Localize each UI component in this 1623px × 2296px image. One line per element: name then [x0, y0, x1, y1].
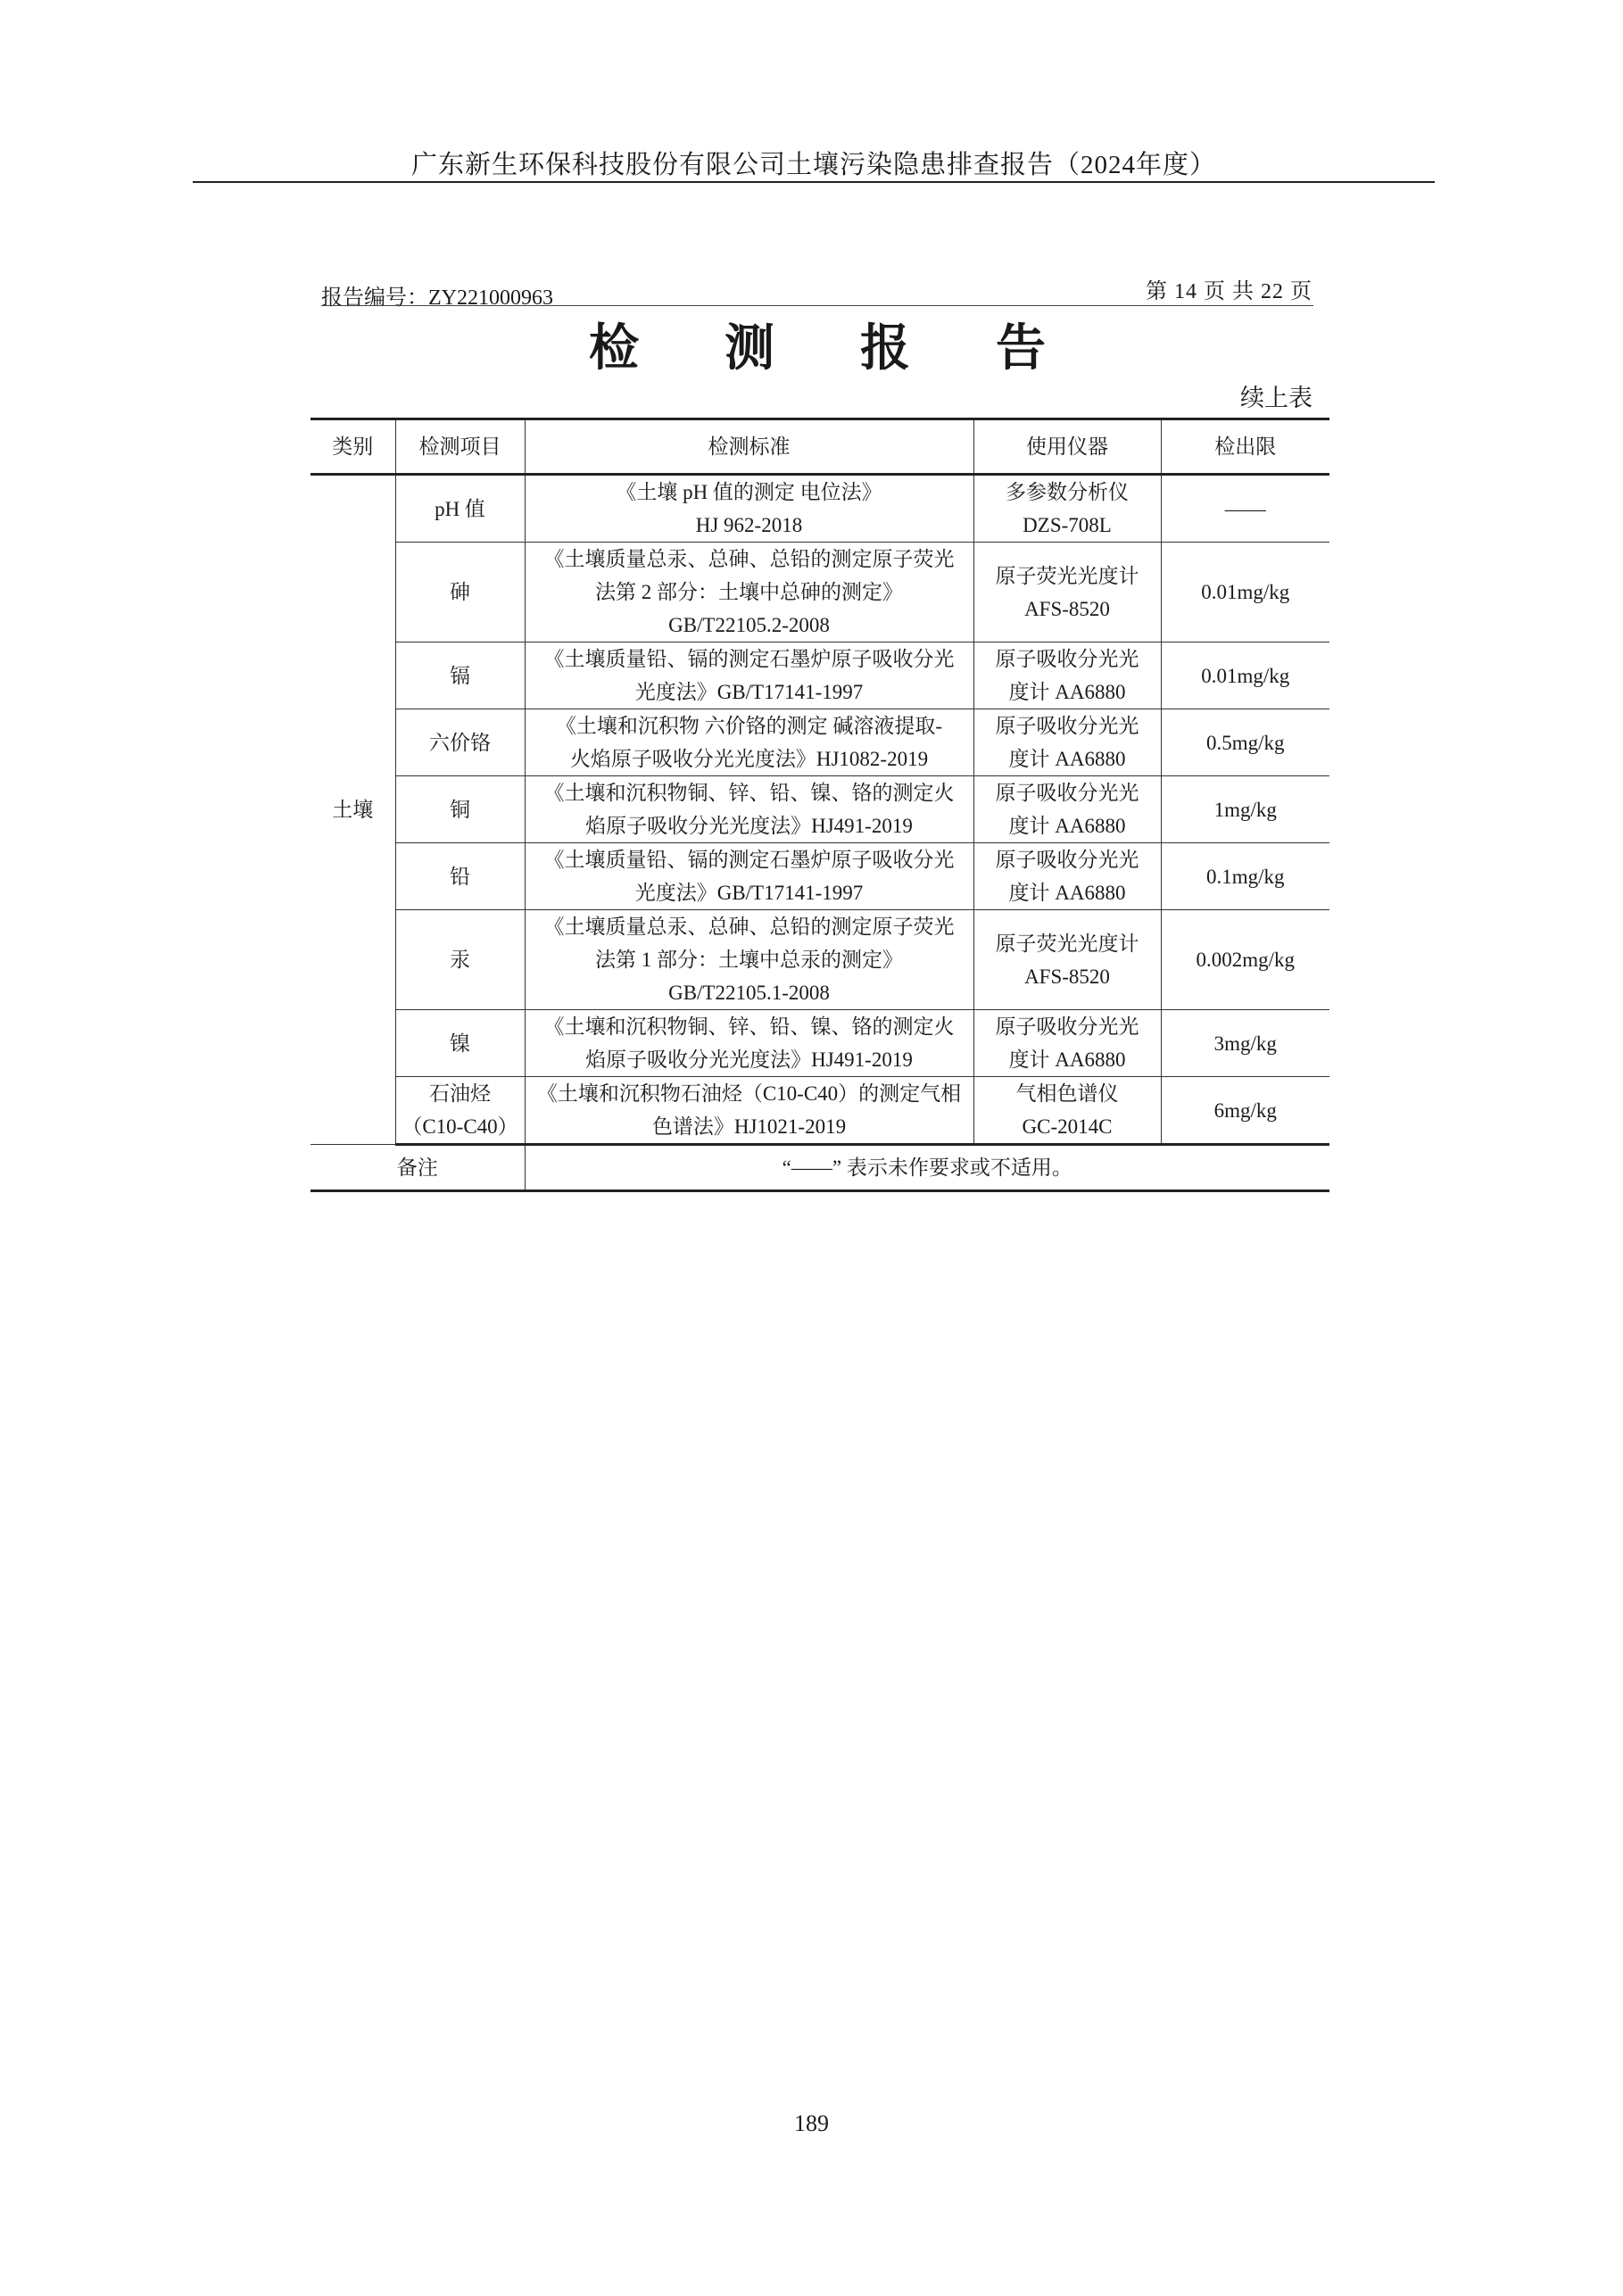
instrument-cell — [973, 1010, 1161, 1077]
instrument-cell — [973, 709, 1161, 776]
instrument-cell — [973, 843, 1161, 910]
header-instrument: 使用仪器 — [973, 419, 1161, 475]
continued-label: 续上表 — [1240, 385, 1312, 411]
item-cell — [395, 1010, 525, 1077]
standard-cell — [525, 1077, 973, 1145]
header-rule — [193, 181, 1435, 183]
limit-cell: 0.002mg/kg — [1161, 910, 1329, 1010]
standard-cell-line: HJ 962-2018 — [695, 514, 803, 536]
table-row — [311, 709, 1329, 776]
table-row — [311, 475, 1329, 543]
item-cell — [395, 642, 525, 709]
report-header-rule — [321, 305, 1313, 306]
report-title: 检测报告 — [589, 321, 1131, 377]
item-cell-line: （C10-C40） — [402, 1115, 518, 1138]
instrument-cell-line: 原子吸收分光光 — [995, 648, 1139, 670]
table-row — [311, 910, 1329, 1010]
standard-cell-line: 《土壤和沉积物 六价铬的测定 碱溶液提取- — [555, 715, 943, 737]
item-cell — [395, 709, 525, 776]
standard-cell-line: 色谱法》HJ1021-2019 — [651, 1115, 847, 1138]
instrument-cell-line: AFS-8520 — [1024, 597, 1110, 620]
table-row — [311, 1010, 1329, 1077]
limit-cell: 6mg/kg — [1161, 1077, 1329, 1145]
instrument-cell-line: 原子吸收分光光 — [995, 782, 1139, 804]
standard-cell — [525, 642, 973, 709]
item-cell — [395, 910, 525, 1010]
instrument-cell-line: 度计 AA6880 — [1008, 1049, 1126, 1071]
standard-cell-line: 光度法》GB/T17141-1997 — [634, 681, 864, 703]
table-row — [311, 1077, 1329, 1145]
item-cell — [395, 475, 525, 543]
instrument-cell — [973, 910, 1161, 1010]
standard-cell-line: GB/T22105.1-2008 — [668, 982, 830, 1004]
item-cell — [395, 543, 525, 642]
table-row — [311, 843, 1329, 910]
standard-cell-line: 光度法》GB/T17141-1997 — [634, 882, 864, 904]
item-cell-line: 镍 — [450, 1032, 470, 1055]
header-limit: 检出限 — [1161, 419, 1329, 475]
instrument-cell-line: 多参数分析仪 — [1006, 481, 1129, 503]
limit-cell: —— — [1161, 475, 1329, 543]
standard-cell-line: 《土壤和沉积物铜、锌、铅、镍、铬的测定火 — [543, 1015, 955, 1038]
standard-cell-line: 《土壤质量总汞、总砷、总铅的测定原子荧光 — [543, 916, 955, 938]
header-standard: 检测标准 — [525, 419, 973, 475]
page-info: 第 14 页 共 22 页 — [1146, 280, 1312, 303]
standard-cell — [525, 776, 973, 843]
standard-cell-line: 《土壤和沉积物铜、锌、铅、镍、铬的测定火 — [543, 782, 955, 804]
standard-cell — [525, 910, 973, 1010]
standard-cell — [525, 543, 973, 642]
limit-cell: 3mg/kg — [1161, 1010, 1329, 1077]
standard-cell-line: 法第 2 部分：土壤中总砷的测定》 — [595, 581, 903, 603]
standard-cell-line: 《土壤和沉积物石油烃（C10-C40）的测定气相 — [536, 1082, 962, 1105]
header-category: 类别 — [311, 419, 395, 475]
running-header: 广东新生环保科技股份有限公司土壤污染隐患排查报告（2024年度） — [410, 151, 1216, 179]
limit-cell: 0.5mg/kg — [1161, 709, 1329, 776]
item-cell — [395, 776, 525, 843]
standard-cell — [525, 709, 973, 776]
limit-cell: 0.01mg/kg — [1161, 642, 1329, 709]
instrument-cell-line: DZS-708L — [1023, 514, 1112, 536]
note-row — [311, 1145, 1329, 1191]
note-label: 备注 — [311, 1145, 525, 1191]
instrument-cell-line: 原子吸收分光光 — [995, 849, 1139, 871]
category-cell: 土壤 — [311, 475, 395, 1145]
limit-cell: 0.01mg/kg — [1161, 543, 1329, 642]
standard-cell-line: 《土壤 pH 值的测定 电位法》 — [616, 481, 882, 503]
header-item: 检测项目 — [395, 419, 525, 475]
instrument-cell — [973, 1077, 1161, 1145]
standard-cell-line: 法第 1 部分：土壤中总汞的测定》 — [595, 949, 903, 971]
standard-cell-line: GB/T22105.2-2008 — [668, 614, 830, 636]
instrument-cell-line: 原子吸收分光光 — [995, 1015, 1139, 1038]
table-row — [311, 776, 1329, 843]
standard-cell-line: 《土壤质量铅、镉的测定石墨炉原子吸收分光 — [543, 849, 955, 871]
standard-cell-line: 《土壤质量铅、镉的测定石墨炉原子吸收分光 — [543, 648, 955, 670]
instrument-cell-line: AFS-8520 — [1024, 965, 1110, 988]
item-cell-line: pH 值 — [435, 497, 485, 520]
instrument-cell-line: 原子荧光光度计 — [995, 564, 1139, 587]
item-cell-line: 铜 — [450, 798, 470, 821]
instrument-cell — [973, 776, 1161, 843]
table-row — [311, 543, 1329, 642]
test-method-table — [311, 418, 1329, 1192]
instrument-cell-line: 度计 AA6880 — [1008, 815, 1126, 837]
instrument-cell-line: 度计 AA6880 — [1008, 882, 1126, 904]
item-cell — [395, 843, 525, 910]
instrument-cell-line: 原子吸收分光光 — [995, 715, 1139, 737]
item-cell-line: 砷 — [450, 581, 470, 603]
item-cell-line: 六价铬 — [429, 731, 491, 754]
page-number: 189 — [794, 2110, 829, 2136]
limit-cell: 0.1mg/kg — [1161, 843, 1329, 910]
standard-cell — [525, 843, 973, 910]
instrument-cell-line: GC-2014C — [1022, 1115, 1113, 1138]
note-text: “——” 表示未作要求或不适用。 — [525, 1145, 1329, 1191]
instrument-cell-line: 原子荧光光度计 — [995, 932, 1139, 955]
item-cell-line: 汞 — [450, 949, 470, 971]
standard-cell — [525, 475, 973, 543]
table-row — [311, 642, 1329, 709]
item-cell-line: 镉 — [450, 664, 470, 687]
item-cell-line: 铅 — [450, 865, 470, 888]
instrument-cell — [973, 475, 1161, 543]
standard-cell-line: 焰原子吸收分光光度法》HJ491-2019 — [585, 1049, 913, 1071]
instrument-cell — [973, 543, 1161, 642]
instrument-cell-line: 度计 AA6880 — [1008, 681, 1126, 703]
instrument-cell-line: 气相色谱仪 — [1015, 1082, 1119, 1105]
limit-cell: 1mg/kg — [1161, 776, 1329, 843]
item-cell-line: 石油烃 — [429, 1082, 491, 1105]
standard-cell-line: 火焰原子吸收分光光度法》HJ1082-2019 — [569, 748, 929, 770]
instrument-cell-line: 度计 AA6880 — [1008, 748, 1126, 770]
report-number: 报告编号：ZY221000963 — [321, 286, 553, 310]
item-cell — [395, 1077, 525, 1145]
table-header-row — [311, 419, 1329, 475]
standard-cell-line: 焰原子吸收分光光度法》HJ491-2019 — [585, 815, 913, 837]
standard-cell-line: 《土壤质量总汞、总砷、总铅的测定原子荧光 — [543, 548, 955, 570]
instrument-cell — [973, 642, 1161, 709]
standard-cell — [525, 1010, 973, 1077]
